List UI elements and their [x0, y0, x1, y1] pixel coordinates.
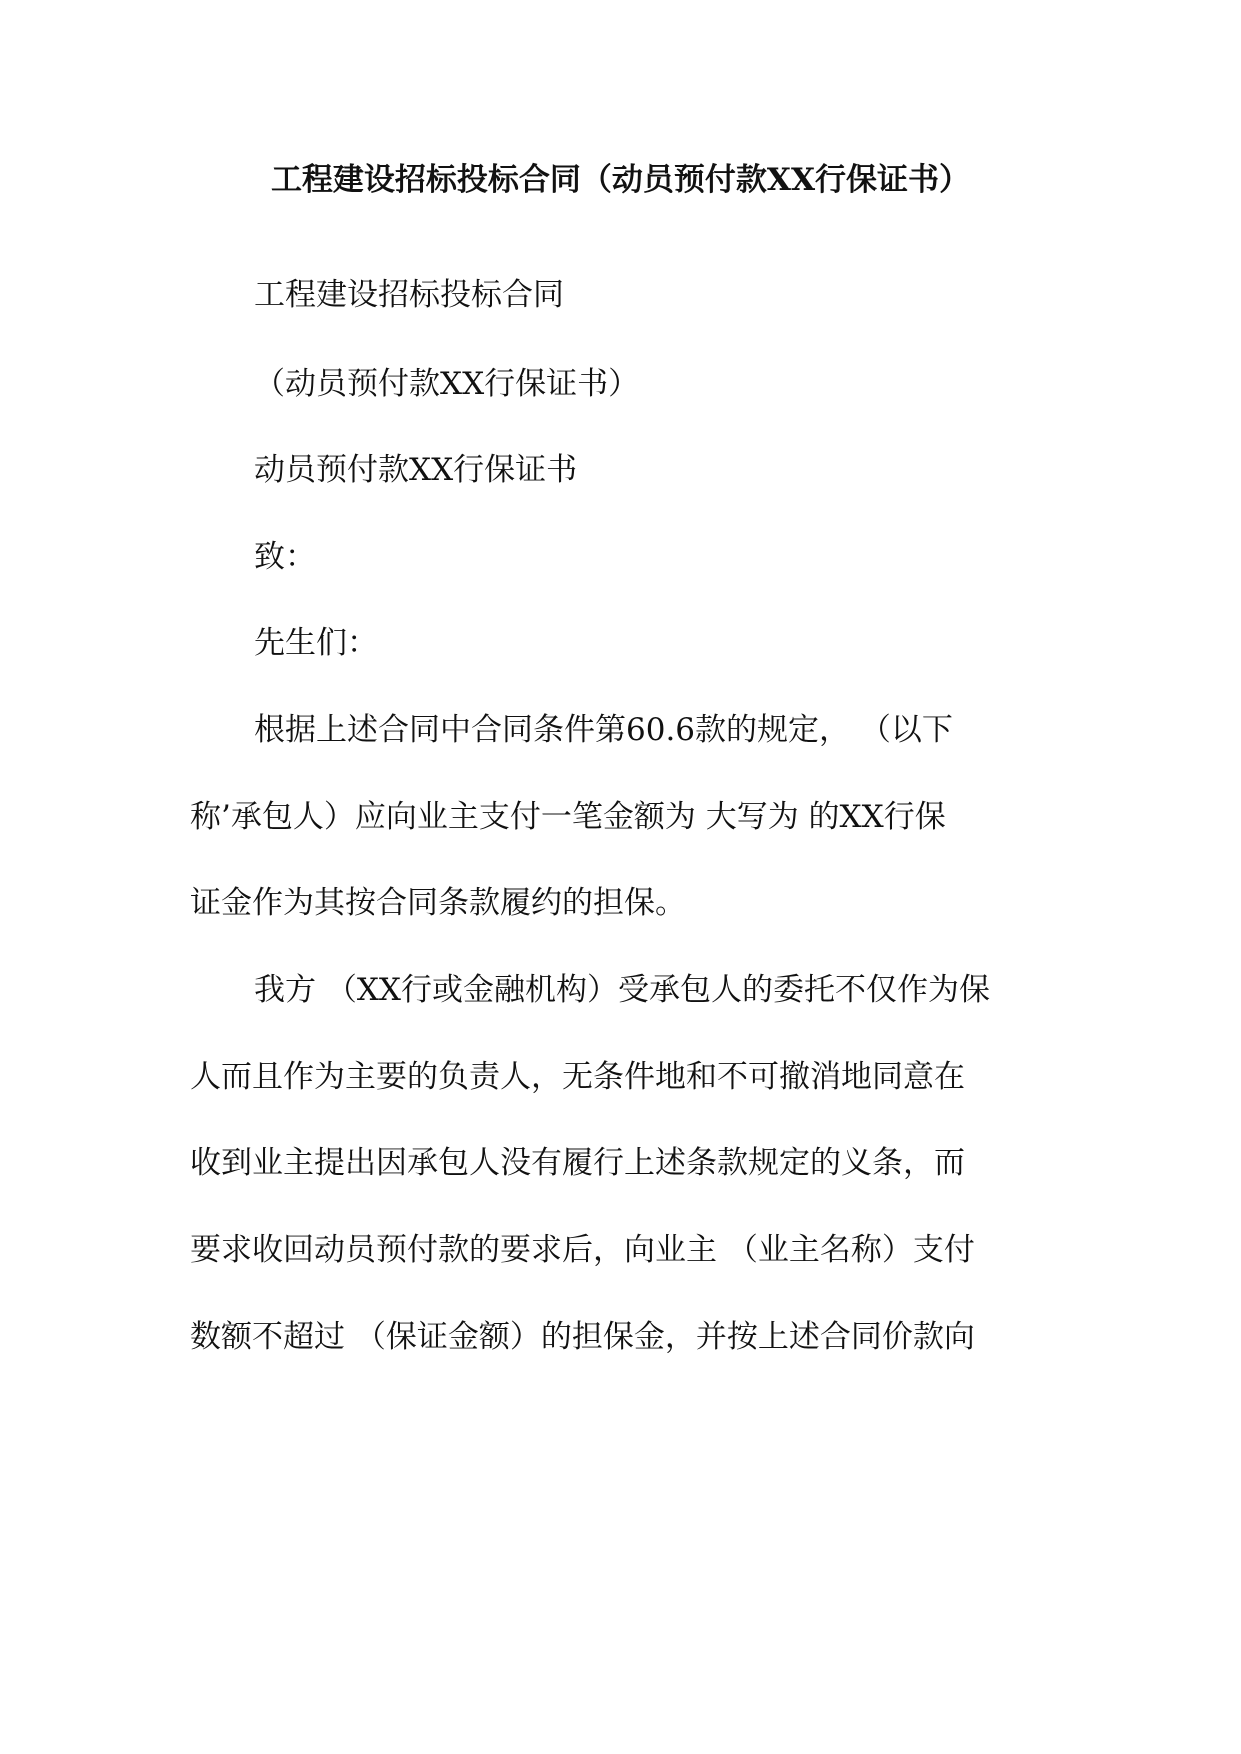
salutation-line: 先生们： [254, 625, 378, 661]
paragraph-2-line-4: 要求收回动员预付款的要求后，向业主 （业主名称）支付 [190, 1232, 975, 1268]
paragraph-2-line-5: 数额不超过 （保证金额）的担保金，并按上述合同价款向 [190, 1319, 975, 1355]
contract-subtitle-line: （动员预付款XX行保证书） [254, 366, 640, 402]
paragraph-1-line-1: 根据上述合同中合同条件第60.6款的规定， （以下 [254, 712, 953, 748]
paragraph-2-line-3: 收到业主提出因承包人没有履行上述条款规定的义条，而 [190, 1145, 965, 1181]
contract-name-line: 工程建设招标投标合同 [254, 277, 564, 313]
paragraph-1-line-3: 证金作为其按合同条款履约的担保。 [190, 885, 686, 921]
paragraph-2-line-2: 人而且作为主要的负责人，无条件地和不可撤消地同意在 [190, 1059, 965, 1095]
paragraph-2-line-1: 我方 （XX行或金融机构）受承包人的委托不仅作为保 [254, 972, 990, 1008]
addressee-line: 致： [254, 539, 316, 575]
guarantee-heading-line: 动员预付款XX行保证书 [254, 452, 578, 488]
paragraph-1-line-2: 称’承包人）应向业主支付一笔金额为 大写为 的XX行保 [190, 799, 946, 835]
document-title: 工程建设招标投标合同（动员预付款XX行保证书） [270, 162, 971, 198]
